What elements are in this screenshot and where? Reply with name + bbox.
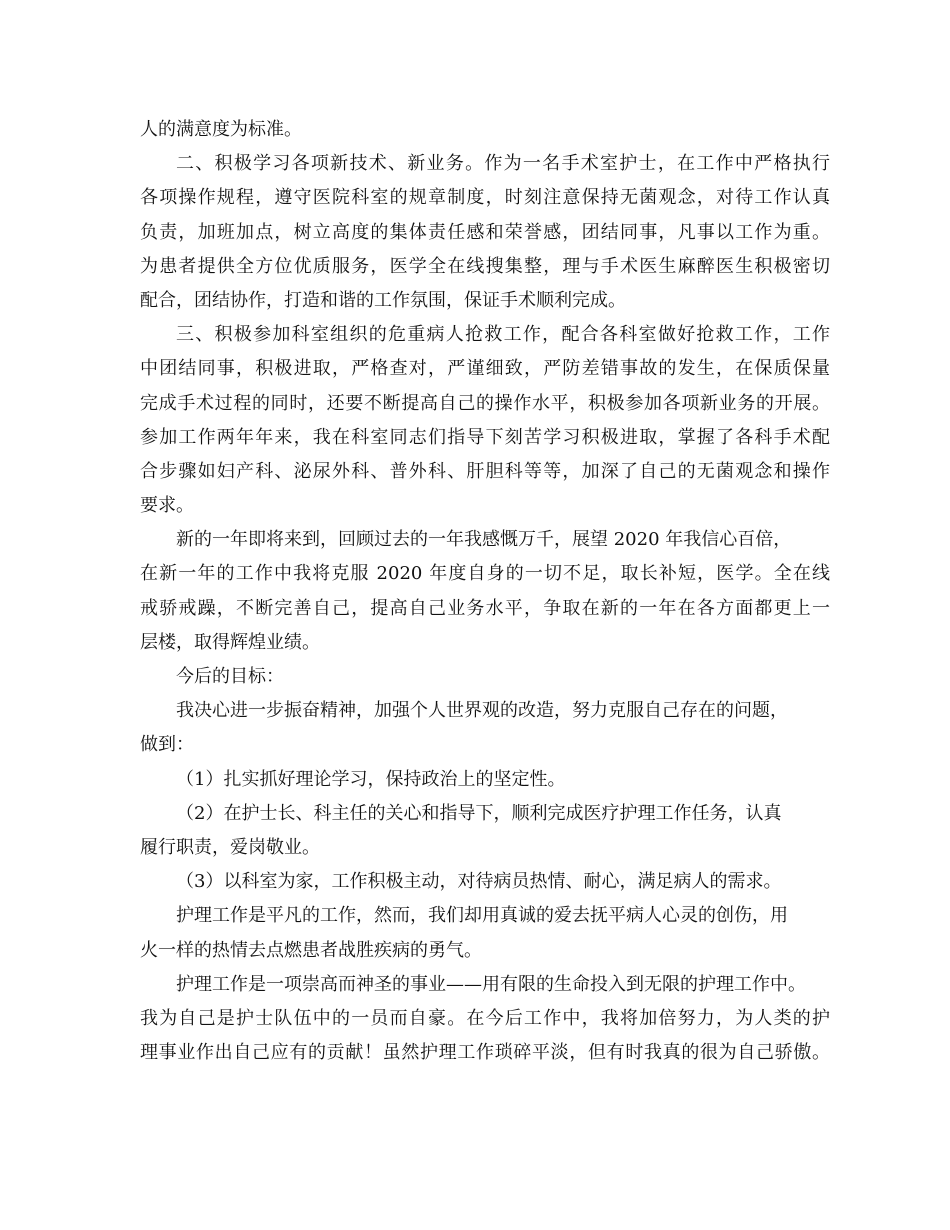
paragraph-line: 护理工作是一项崇高而神圣的事业——用有限的生命投入到无限的护理工作中。: [176, 973, 806, 995]
document-body: [140, 113, 830, 1070]
list-item: （2）在护士长、科主任的关心和指导下，顺利完成医疗护理工作任务，认真: [176, 802, 782, 824]
list-item: （3）以科室为家，工作积极主动，对待病员热情、耐心，满足病人的需求。: [176, 871, 782, 893]
list-item-continuation: 履行职责，爱岗敬业。: [140, 836, 320, 858]
paragraph-line: 配合，团结协作，打造和谐的工作氛围，保证手术顺利完成。: [140, 289, 626, 311]
paragraph-line: 完成手术过程的同时，还要不断提高自己的操作水平，积极参加各项新业务的开展。: [140, 392, 830, 414]
paragraph-line: 理事业作出自己应有的贡献！虽然护理工作琐碎平淡，但有时我真的很为自己骄傲。: [140, 1042, 830, 1064]
paragraph-line: 做到：: [140, 734, 194, 756]
paragraph-line: 合步骤如妇产科、泌尿外科、普外科、肝胆科等等，加深了自己的无菌观念和操作: [140, 460, 830, 482]
paragraph-line: 新的一年即将来到，回顾过去的一年我感慨万千，展望 2020 年我信心百倍，: [176, 529, 792, 551]
paragraph-line: 负责，加班加点，树立高度的集体责任感和荣誉感，团结同事，凡事以工作为重。: [140, 221, 830, 243]
paragraph-line: 要求。: [140, 495, 194, 517]
paragraph-line: 火一样的热情去点燃患者战胜疾病的勇气。: [140, 939, 482, 961]
paragraph-line: 人的满意度为标准。: [140, 119, 302, 140]
paragraph-line: 各项操作规程，遵守医院科室的规章制度，时刻注意保持无菌观念，对待工作认真: [140, 187, 830, 209]
paragraph-line: 二、积极学习各项新技术、新业务。作为一名手术室护士，在工作中严格执行: [176, 153, 830, 175]
paragraph-line: 三、积极参加科室组织的危重病人抢救工作，配合各科室做好抢救工作，工作: [176, 324, 830, 346]
paragraph-line: 层楼，取得辉煌业绩。: [140, 631, 320, 653]
paragraph-line: 今后的目标：: [176, 666, 284, 687]
paragraph-line: 在新一年的工作中我将克服 2020 年度自身的一切不足，取长补短，医学。全在线: [140, 563, 830, 585]
paragraph-line: 为患者提供全方位优质服务，医学全在线搜集整，理与手术医生麻醉医生积极密切: [140, 255, 830, 277]
paragraph-line: 戒骄戒躁，不断完善自己，提高自己业务水平，争取在新的一年在各方面都更上一: [140, 597, 830, 619]
paragraph-line: 我决心进一步振奋精神，加强个人世界观的改造，努力克服自己存在的问题，: [176, 700, 788, 722]
paragraph-line: 护理工作是平凡的工作，然而，我们却用真诚的爱去抚平病人心灵的创伤，用: [176, 905, 788, 927]
paragraph-line: 参加工作两年年来，我在科室同志们指导下刻苦学习积极进取，掌握了各科手术配: [140, 426, 830, 448]
paragraph-line: 我为自己是护士队伍中的一员而自豪。在今后工作中，我将加倍努力，为人类的护: [140, 1007, 830, 1029]
paragraph-line: 中团结同事，积极进取，严格查对，严谨细致，严防差错事故的发生，在保质保量: [140, 358, 830, 380]
list-item: （1）扎实抓好理论学习，保持政治上的坚定性。: [176, 768, 566, 790]
